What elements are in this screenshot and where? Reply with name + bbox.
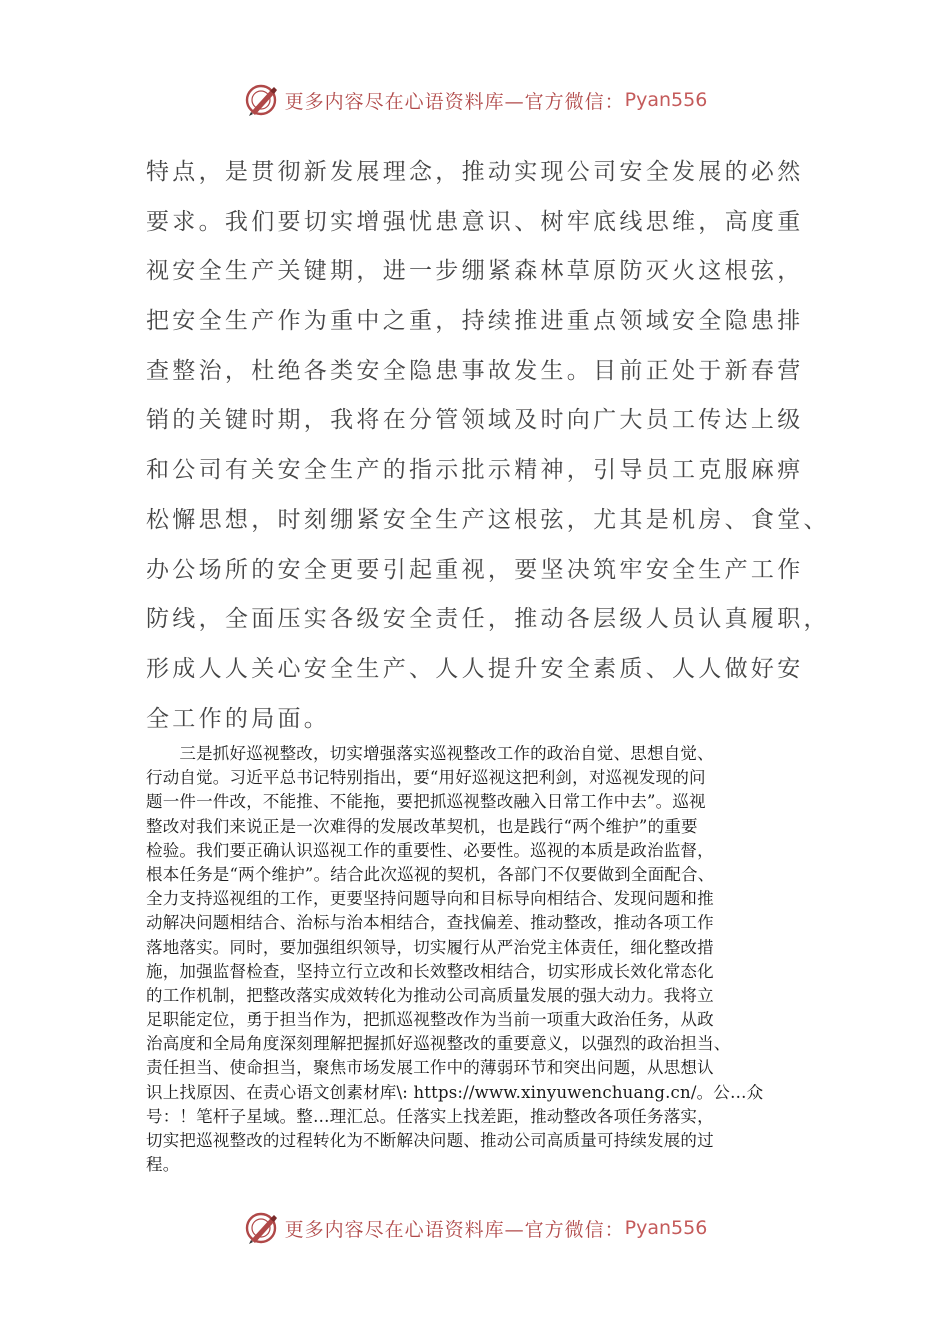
text-line: 号：！笔杆子星域。整…理汇总。任落实上找差距，推动整改各项任务落实， — [146, 1106, 714, 1126]
text-line: 行动自觉。习近平总书记特别指出，要“用好巡视这把利剑，对巡视发现的问 — [146, 768, 706, 788]
text-line: 全工作的局面。 — [146, 705, 331, 732]
brand-logo-icon — [243, 1210, 279, 1246]
text-line: 足职能定位，勇于担当作为，把抓巡视整改作为当前一项重大政治任务，从政 — [146, 1010, 714, 1030]
text-line: 程。 — [146, 1155, 180, 1175]
text-line: 要求。我们要切实增强忧患意识、树牢底线思维，高度重 — [146, 208, 804, 235]
text-line: 动解决问题相结合、治标与治本相结合，查找偏差、推动整改，推动各项工作 — [146, 913, 714, 933]
text-line: 治高度和全局角度深刻理解把握抓好巡视整改的重要意义，以强烈的政治担当、 — [146, 1034, 731, 1054]
text-line: 三是抓好巡视整改，切实增强落实巡视整改工作的政治自觉、思想自觉、 — [146, 744, 714, 763]
text-line: 题一件一件改，不能推、不能拖，要把抓巡视整改融入日常工作中去”。巡视 — [146, 792, 706, 812]
text-line: 防线，全面压实各级安全责任，推动各层级人员认真履职， — [146, 606, 830, 633]
header-contact-id: Pyan556 — [624, 89, 708, 111]
text-line: 把安全生产作为重中之重，持续推进重点领域安全隐患排 — [146, 308, 804, 335]
text-line: 视安全生产关键期，进一步绷紧森林草原防灭火这根弦， — [146, 258, 804, 285]
footer-contact-id: Pyan556 — [624, 1217, 708, 1239]
small-paragraph — [146, 742, 826, 1177]
footer-watermark-banner — [0, 1210, 950, 1246]
text-line: 切实把巡视整改的过程转化为不断解决问题、推动公司高质量可持续发展的过 — [146, 1131, 714, 1150]
large-paragraph — [146, 148, 830, 744]
text-line: 责任担当、使命担当，聚焦市场发展工作中的薄弱环节和突出问题，从思想认 — [146, 1058, 714, 1078]
text-line: 形成人人关心安全生产、人人提升安全素质、人人做好安 — [146, 655, 804, 682]
text-line: 办公场所的安全更要引起重视，要坚决筑牢安全生产工作 — [146, 556, 804, 583]
brand-logo-icon — [243, 82, 279, 118]
text-line: 落地落实。同时，要加强组织领导，切实履行从严治党主体责任，细化整改措 — [146, 937, 714, 957]
text-line: 检验。我们要正确认识巡视工作的重要性、必要性。巡视的本质是政治监督， — [146, 840, 714, 860]
text-line: 根本任务是“两个维护”。结合此次巡视的契机，各部门不仅要做到全面配合、 — [146, 864, 715, 884]
text-line: 松懈思想，时刻绷紧安全生产这根弦，尤其是机房、食堂、 — [146, 506, 830, 533]
text-line-with-url: 识上找原因、在责心语文创素材库\: https://www.xinyuwenchuang.cn/。公…众 — [146, 1082, 764, 1102]
text-line: 和公司有关安全生产的指示批示精神，引导员工克服麻痹 — [146, 457, 804, 484]
text-line: 的工作机制，把整改落实成效转化为推动公司高质量发展的强大动力。我将立 — [146, 985, 714, 1005]
text-line: 特点，是贯彻新发展理念，推动实现公司安全发展的必然 — [146, 159, 804, 185]
header-watermark-banner — [0, 82, 950, 118]
text-line: 全力支持巡视组的工作，更要坚持问题导向和目标导向相结合、发现问题和推 — [146, 889, 714, 909]
text-line: 整改对我们来说正是一次难得的发展改革契机，也是践行“两个维护”的重要 — [146, 816, 698, 836]
header-brand-text: 更多内容尽在心语资料库—官方微信： — [284, 90, 625, 113]
text-line: 查整治，杜绝各类安全隐患事故发生。目前正处于新春营 — [146, 357, 804, 384]
text-line: 施，加强监督检查，坚持立行立改和长效整改相结合，切实形成长效化常态化 — [146, 961, 714, 981]
footer-brand-text: 更多内容尽在心语资料库—官方微信： — [284, 1218, 625, 1241]
text-line: 销的关键时期，我将在分管领域及时向广大员工传达上级 — [146, 407, 804, 434]
